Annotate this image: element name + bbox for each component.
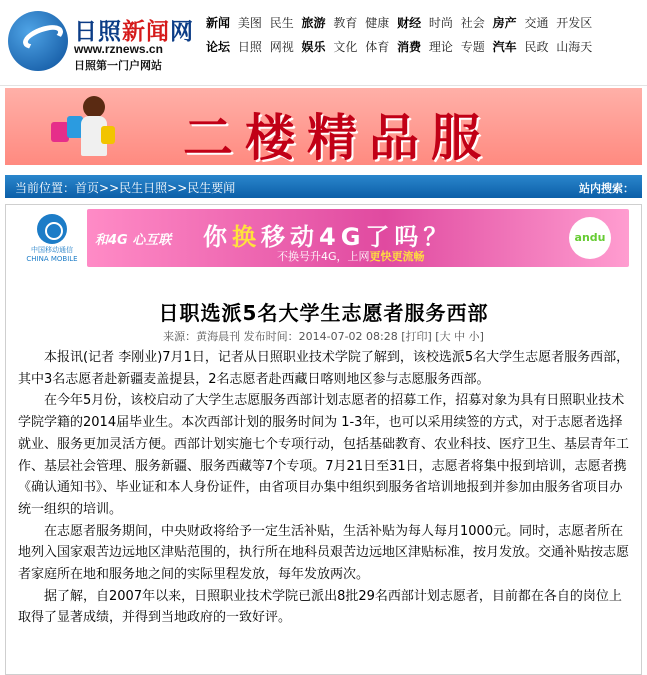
nav-item-entertainment[interactable]: 娱乐 [301,40,326,54]
article-paragraph: 据了解，自2007年以来，日照职业技术学院已派出8批29名西部计划志愿者，目前都在各自的岗位上取得了显著成绩，并得到当地政府的一致好评。 [18,588,622,626]
breadcrumb-bar [5,175,642,198]
logo-name: 日照新闻网 [74,18,194,45]
nav-item-traffic[interactable]: 交通 [524,16,549,30]
nav-item-video[interactable]: 网视 [269,40,294,54]
nav-item-sports[interactable]: 体育 [365,40,390,54]
nav-item-topics[interactable]: 专题 [460,40,485,54]
site-header [0,0,647,86]
nav-item-fashion[interactable]: 时尚 [428,16,453,30]
nav-item-consumer[interactable]: 消费 [397,40,422,54]
nav-item-health[interactable]: 健康 [365,16,390,30]
logo-tagline: 日照第一门户网站 [74,59,162,72]
nav-row-1 [206,14,646,38]
nav-item-shanhaitian[interactable]: 山海天 [556,40,593,54]
site-search-label: 站内搜索： [579,182,634,195]
article-title: 日职选派5名大学生志愿者服务西部 [158,301,489,325]
china-mobile-ad[interactable] [21,208,631,268]
article-paragraph: 在今年5月份，该校启动了大学生志愿服务西部计划志愿者的招募工作，招募对象为具有日照职业技术学院学籍的2014届毕业生。本次西部计划的服务时间为 1-3年，也可以采用续签的方式，对于志愿者选择就业、服务更加灵活方便。西部计划实施七个专项行动，包括基础教育、农业科技、医疗卫生、基层青年工作、基层社会管理、服务新疆、服务西藏等7个专项。7月21日至31日，志愿者将集中报到培训，志愿者携《确认通知书》、毕业证和本人身份证件，由省项目办集中组织到服务省培训地报到并参加由服务省项目办统一组织的培训。 [18,393,630,517]
ad-slogan: 你换移动4G了吗？ [203,223,453,251]
nav-item-education[interactable]: 教育 [333,16,358,30]
banner-ad[interactable] [5,88,642,165]
nav-item-livelihood[interactable]: 民生 [269,16,294,30]
nav-row-2 [206,38,646,62]
nav-item-auto[interactable]: 汽车 [492,40,517,54]
breadcrumb-sep: >> [167,181,188,195]
breadcrumb [15,179,235,196]
nav-item-forum[interactable]: 论坛 [206,40,231,54]
article-container [5,204,642,675]
nav-item-rizhao[interactable]: 日照 [237,40,262,54]
nav-item-civil[interactable]: 民政 [524,40,549,54]
nav-item-theory[interactable]: 理论 [428,40,453,54]
nav-item-culture[interactable]: 文化 [333,40,358,54]
china-mobile-icon [37,214,67,244]
ad-subline: 不换号升4G，上网更快更流畅 [277,250,425,263]
nav-item-society[interactable]: 社会 [460,16,485,30]
main-nav [206,14,646,62]
nav-item-devzone[interactable]: 开发区 [556,16,593,30]
breadcrumb-home[interactable]: 首页 [75,181,100,195]
article-body [18,347,630,629]
china-mobile-logo-text: 中国移动通信 CHINA MOBILE [26,246,78,263]
breadcrumb-prefix: 当前位置： [15,181,76,195]
logo-emblem-icon [8,11,68,71]
article-meta: 来源：黄海晨刊 发布时间：2014-07-02 08:28 [打印] [大 中 小] [163,330,484,343]
logo-url: www.rznews.cn [74,42,163,56]
nav-item-travel[interactable]: 旅游 [301,16,326,30]
ad-brand-name: 和4G 心互联 [95,233,172,248]
article-paragraph: 在志愿者服务期间，中央财政将给予一定生活补贴，生活补贴为每人每月1000元。同时，志愿者所在地列入国家艰苦边远地区津贴范围的，执行所在地科员艰苦边远地区津贴标准，按月发放。交通补贴按志愿者家庭所在地和服务地之间的实际里程发放，每年发放两次。 [18,523,630,583]
breadcrumb-sep: >> [99,181,120,195]
nav-item-realestate[interactable]: 房产 [492,16,517,30]
banner-text: 二楼精品服 [183,109,493,165]
article-paragraph: 本报讯(记者 李刚业)7月1日，记者从日照职业技术学院了解到，该校选派5名大学生志愿者服务西部，其中3名志愿者赴新疆麦盖提县，2名志愿者赴西藏日喀则地区参与志愿服务西部。 [18,350,630,387]
ad-badge: andu [569,217,611,259]
site-logo[interactable] [8,9,200,73]
nav-item-photos[interactable]: 美图 [237,16,262,30]
breadcrumb-livelihood[interactable]: 民生日照 [119,181,168,195]
nav-item-news[interactable]: 新闻 [206,16,231,30]
nav-item-finance[interactable]: 财经 [397,16,422,30]
breadcrumb-news[interactable]: 民生要闻 [187,181,236,195]
china-mobile-logo [21,208,83,268]
ad-banner-main [87,209,629,267]
shopping-woman-illustration [45,92,115,162]
